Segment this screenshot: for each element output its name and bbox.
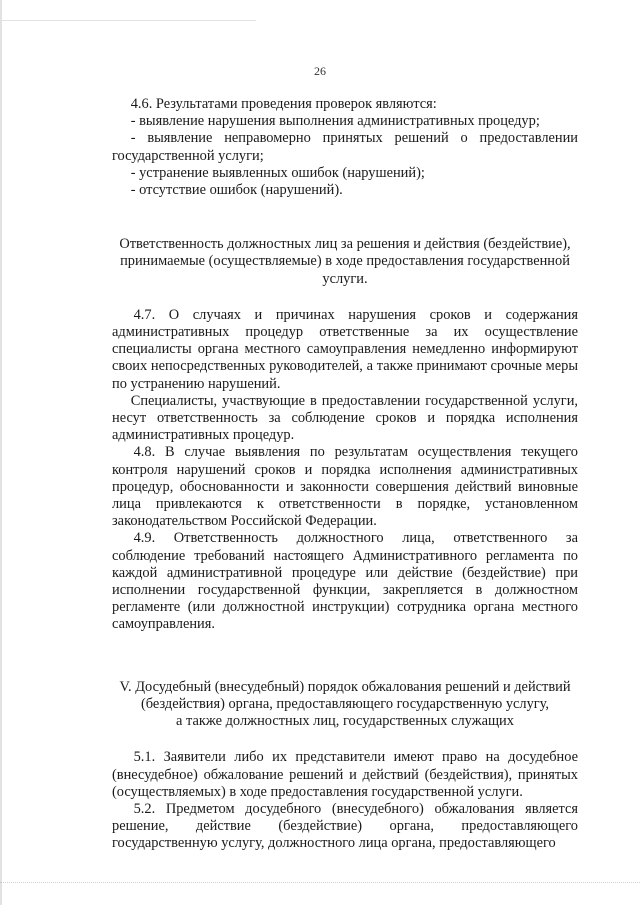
page-number: 26 <box>314 64 326 78</box>
section-v-heading-line: (бездействия) органа, предоставляющего государственную услугу, <box>140 695 550 712</box>
list-item: - выявление неправомерно принятых решений о предоставлении государственной услуги; <box>112 130 578 164</box>
document-body <box>112 96 578 853</box>
section-v-heading <box>112 679 578 731</box>
list-item: - устранение выявленных ошибок (нарушений); <box>130 164 425 181</box>
scan-left-edge <box>0 0 2 905</box>
section-v-heading-line: а также должностных лиц, государственных служащих <box>176 713 514 730</box>
section-4-6-intro: 4.6. Результатами проведения проверок являются: <box>130 96 437 112</box>
section-4-7-paragraph-2: Специалисты, участвующие в предоставлении государственной услуги, несут ответственность за соблюдение сроков и порядка исполнения административных процедур. <box>112 392 578 444</box>
section-4-8-paragraph: 4.8. В случае выявления по результатам осуществления текущего контроля нарушений сроков и порядка исполнения административных процедур, обоснованности и законности совершения действий виновные лица привлекаются к ответственности в порядке, установленном законодательством Российской Федерации. <box>112 444 578 530</box>
section-4-7-paragraph: 4.7. О случаях и причинах нарушения сроков и содержания административных процедур ответственные за их осуществление специалисты органа местного самоуправления немедленно информируют своих непосредственных руководителей, а также принимают срочные меры по устранению нарушений. <box>112 306 578 392</box>
section-v-heading-line: V. Досудебный (внесудебный) порядок обжалования решений и действий <box>119 678 571 695</box>
section-4-9-paragraph: 4.9. Ответственность должностного лица, ответственного за соблюдение требований настоящего Административного регламента по каждой административной процедуре или действие (бездействие) при исполнении государственной функции, закрепляется в должностном регламенте (или должностной инструкции) сотрудника органа местного самоуправления. <box>112 530 578 633</box>
list-item: - отсутствие ошибок (нарушений). <box>130 182 343 199</box>
section-5-2-paragraph: 5.2. Предметом досудебного (внесудебного) обжалования является решение, действие (бездействие) органа, предоставляющего государственную услугу, должностного лица органа, предоставляющего <box>112 800 578 852</box>
scan-top-edge <box>0 20 640 21</box>
responsibility-heading: Ответственность должностных лиц за решения и действия (бездействие), принимаемые (осуществляемые) в ходе предоставления государственной услуги. <box>119 236 571 287</box>
list-item: - выявление нарушения выполнения административных процедур; <box>130 113 540 130</box>
scan-bottom-edge <box>0 882 640 884</box>
section-5-1-paragraph: 5.1. Заявители либо их представители имеют право на досудебное (внесудебное) обжалование решений и действий (бездействия), принятых (осуществляемых) в ходе предоставления государственной услуги. <box>112 749 578 800</box>
